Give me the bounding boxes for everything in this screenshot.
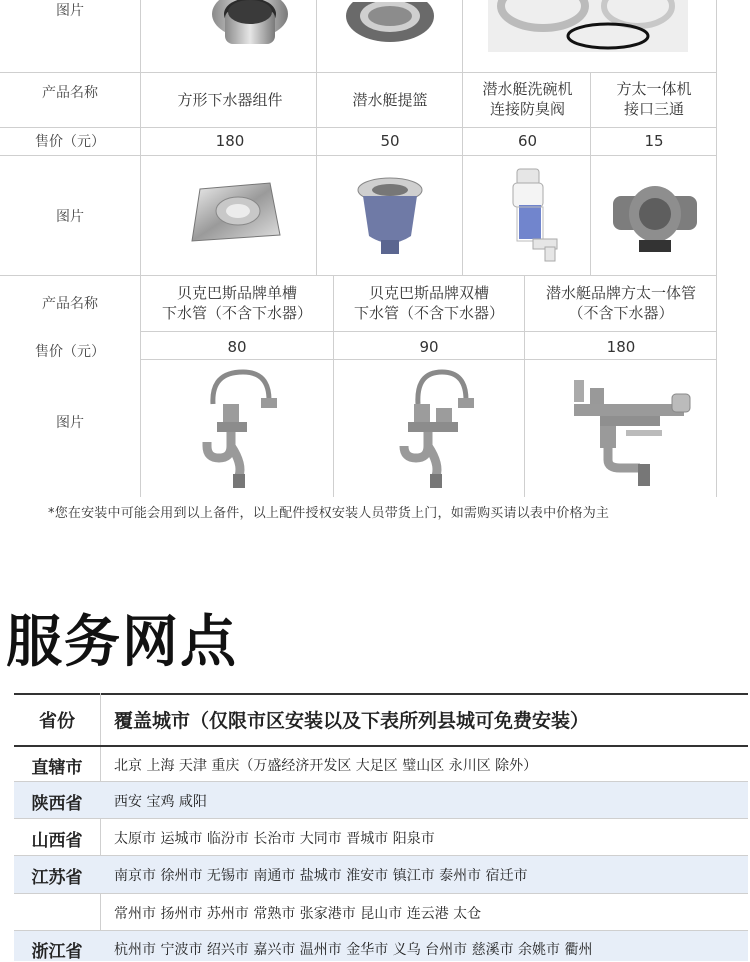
cities-cell: 南京市 徐州市 无锡市 南通市 盐城市 淮安市 镇江市 泰州市 宿迁市 — [114, 868, 528, 884]
flange-ring-image — [335, 0, 445, 52]
product-name: 潜水艇洗碗机 连接防臭阀 — [482, 80, 573, 118]
table-row — [14, 931, 748, 961]
cities-cell: 西安 宝鸡 咸阳 — [114, 794, 207, 810]
double-sink-drain-pipe-image — [370, 362, 495, 494]
table-row — [14, 856, 748, 893]
single-sink-drain-pipe-image — [175, 362, 300, 494]
product-name: 贝克巴斯品牌单槽 下水管（不含下水器） — [161, 284, 312, 322]
product-name: 潜水艇品牌方太一体管 （不含下水器） — [545, 284, 696, 322]
province-cell: 江苏省 — [31, 868, 83, 888]
sink-strainer-image — [190, 0, 310, 52]
cities-cell: 北京 上海 天津 重庆（万盛经济开发区 大足区 璧山区 永川区 除外） — [114, 758, 538, 774]
table-row — [14, 819, 748, 855]
product-price: 15 — [644, 132, 664, 150]
parts-note: *您在安装中可能会用到以上备件，以上配件授权安装人员带货上门，如需购买请以表中价格为主 — [48, 506, 610, 521]
product-price: 60 — [517, 132, 538, 150]
province-cell: 山西省 — [31, 831, 83, 851]
row-label-price: 售价（元） — [35, 344, 105, 360]
product-name: 方形下水器组件 — [177, 91, 283, 109]
section-title: 服务网点 — [6, 610, 238, 675]
province-cell: 直辖市 — [31, 758, 83, 778]
cities-cell: 常州市 扬州市 苏州市 常熟市 张家港市 昆山市 连云港 太仓 — [114, 906, 482, 922]
row-label-name: 产品名称 — [42, 296, 98, 312]
row-label-price: 售价（元） — [35, 134, 105, 150]
product-price: 90 — [419, 338, 439, 356]
tee-connector-image — [600, 160, 710, 270]
product-price: 180 — [215, 132, 245, 150]
table-row — [14, 747, 748, 781]
row-label-name: 产品名称 — [42, 85, 98, 101]
product-name: 贝克巴斯品牌双槽 下水管（不含下水器） — [353, 284, 504, 322]
product-price: 180 — [606, 338, 636, 356]
header-cities: 覆盖城市（仅限市区安装以及下表所列县城可免费安装） — [114, 710, 590, 732]
table-row — [14, 782, 748, 818]
cities-cell: 杭州市 宁波市 绍兴市 嘉兴市 温州市 金华市 义乌 台州市 慈溪市 余姚市 衢州 — [114, 942, 593, 958]
square-drain-kit-image — [175, 160, 295, 270]
table-row — [14, 894, 748, 930]
row-label-image: 图片 — [56, 3, 84, 19]
anti-odor-valve-image — [480, 160, 575, 270]
product-name: 方太一体机 接口三通 — [616, 80, 692, 118]
basket-strainer-image — [340, 160, 440, 270]
cities-cell: 太原市 运城市 临汾市 长治市 大同市 晋城市 阳泉市 — [114, 831, 435, 847]
province-cell: 浙江省 — [31, 942, 83, 962]
row-label-image: 图片 — [56, 209, 84, 225]
seal-rings-image — [488, 0, 688, 52]
product-price: 50 — [380, 132, 400, 150]
product-price: 80 — [227, 338, 247, 356]
header-province: 省份 — [39, 711, 75, 732]
product-name: 潜水艇提篮 — [352, 91, 428, 109]
row-label-image: 图片 — [56, 415, 84, 431]
service-header-row — [14, 693, 748, 745]
integrated-drain-pipe-image — [560, 362, 700, 494]
province-cell: 陕西省 — [31, 794, 83, 814]
